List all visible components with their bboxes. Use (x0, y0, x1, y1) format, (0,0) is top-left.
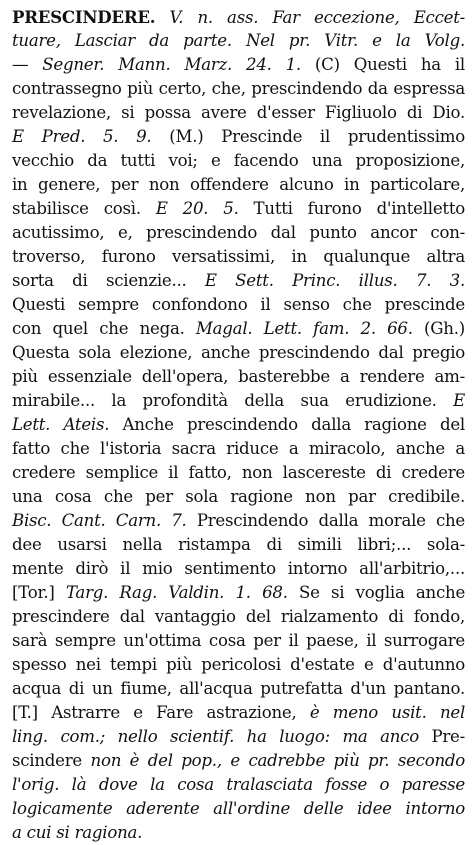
entry-line (12, 461, 465, 485)
entry-text: mirabile... la profondità della sua erudizione. (12, 391, 437, 410)
entry-line (12, 533, 465, 557)
entry-text: fatto che l'istoria sacra riduce a miracolo, anche a (12, 439, 465, 458)
entry-line (12, 389, 465, 413)
entry-line (12, 725, 465, 749)
entry-line (12, 293, 465, 317)
entry-text: Astrarre e Fare astrazione, (37, 703, 297, 722)
entry-text: è meno usit. nel (296, 703, 466, 722)
entry-text: in genere, per non offendere alcuno in particolare, (12, 175, 465, 194)
entry-text: acutissimo, e, prescindendo dal punto ancor con- (12, 223, 465, 242)
dictionary-entry (12, 5, 465, 845)
entry-line (12, 797, 465, 821)
entry-text: E Pred. 5. 9. (12, 127, 152, 146)
entry-line (12, 485, 465, 509)
entry-line (12, 701, 465, 725)
entry-text: Questi sempre confondono il senso che prescinde (12, 295, 465, 314)
entry-text: Bisc. Cant. Carn. 7. (12, 511, 187, 530)
headword: PRESCINDERE. (12, 7, 156, 27)
entry-line (12, 437, 465, 461)
entry-text: E 20. 5. (140, 199, 239, 218)
entry-line (12, 581, 465, 605)
entry-text: vecchio da tutti voi; e facendo una proposizione, (12, 151, 465, 170)
entry-text: Pre- (418, 727, 465, 746)
entry-line (12, 605, 465, 629)
entry-text: [Tor.] (12, 583, 55, 602)
entry-line (12, 821, 465, 845)
entry-text: sarà sempre un'ottima cosa per il paese, il surrogare (12, 631, 465, 650)
entry-text: una cosa che per sola ragione non par credibile. (12, 487, 465, 506)
entry-line (12, 653, 465, 677)
entry-text: Prescindendo dalla morale che (186, 511, 466, 530)
entry-line (12, 53, 465, 77)
entry-text: E (436, 391, 465, 410)
entry-line (12, 101, 465, 125)
entry-text: Targ. Rag. Valdin. 1. 68. (54, 583, 288, 602)
entry-text: Se si voglia anche (287, 583, 466, 602)
entry-text: Questa sola elezione, anche prescindendo dal pregio (12, 343, 465, 362)
entry-text: (C) Questi ha il (300, 55, 465, 74)
entry-text: revelazione, si possa avere d'esser Figliuolo di Dio. (12, 103, 465, 122)
entry-text: a cui si ragiona. (12, 823, 143, 842)
entry-line (12, 677, 465, 701)
entry-text: — Segner. Mann. Marz. 24. 1. (12, 55, 301, 74)
entry-line (12, 149, 465, 173)
entry-line (12, 77, 465, 101)
entry-line (12, 245, 465, 269)
entry-text: acqua di un fiume, all'acqua putrefatta d'un pantano. (12, 679, 465, 698)
entry-text: credere semplice il fatto, non lascereste di credere (12, 463, 465, 482)
entry-text: V. n. ass. Far eccezione, Eccet- (155, 8, 465, 27)
entry-text: E Sett. Princ. illus. 7. 3. (186, 271, 465, 290)
entry-line (12, 413, 465, 437)
entry-text: scindere (12, 751, 82, 770)
entry-line (12, 557, 465, 581)
entry-text: stabilisce così. (12, 199, 141, 218)
entry-text: contrassegno più certo, che, prescindendo da espressa (12, 79, 465, 98)
entry-text: l'orig. là dove la cosa tralasciata fosse o paresse (12, 775, 465, 794)
entry-line (12, 173, 465, 197)
entry-text: spesso nei tempi più pericolosi d'estate e d'autunno (12, 655, 465, 674)
entry-line (12, 365, 465, 389)
entry-line (12, 197, 465, 221)
entry-line (12, 749, 465, 773)
entry-text: mente dirò il mio sentimento intorno all'arbitrio,... (12, 559, 465, 578)
entry-line (12, 509, 465, 533)
entry-text: Magal. Lett. fam. 2. 66. (184, 319, 413, 338)
entry-text: ling. com.; nello scientif. ha luogo: ma anco (12, 727, 419, 746)
entry-text: Anche prescindendo dalla ragione del (109, 415, 465, 434)
entry-text: Tutti furono d'intelletto (238, 199, 465, 218)
entry-line (12, 221, 465, 245)
entry-text: [T.] (12, 703, 38, 722)
entry-text: logicamente aderente all'ordine delle idee intorno (12, 799, 465, 818)
entry-line (12, 125, 465, 149)
entry-text: dee usarsi nella ristampa di simili libri;... sola- (12, 535, 465, 554)
entry-line (12, 5, 465, 29)
entry-text: non è del pop., e cadrebbe più pr. secondo (82, 751, 465, 770)
entry-line (12, 773, 465, 797)
entry-line (12, 317, 465, 341)
entry-text: più essenziale dell'opera, basterebbe a rendere am- (12, 367, 465, 386)
entry-line (12, 269, 465, 293)
entry-text: con quel che nega. (12, 319, 185, 338)
entry-text: Lett. Ateis. (12, 415, 110, 434)
entry-text: tuare, Lasciar da parte. Nel pr. Vitr. e la Volg. (12, 31, 465, 50)
entry-text: (M.) Prescinde il prudentissimo (151, 127, 465, 146)
entry-text: (Gh.) (412, 319, 465, 338)
entry-line (12, 341, 465, 365)
entry-text: sorta di scienzie... (12, 271, 187, 290)
entry-line (12, 29, 465, 53)
entry-text: prescindere dal vantaggio del rialzamento di fondo, (12, 607, 465, 626)
entry-line (12, 629, 465, 653)
entry-text: troverso, furono versatissimi, in qualunque altra (12, 247, 465, 266)
